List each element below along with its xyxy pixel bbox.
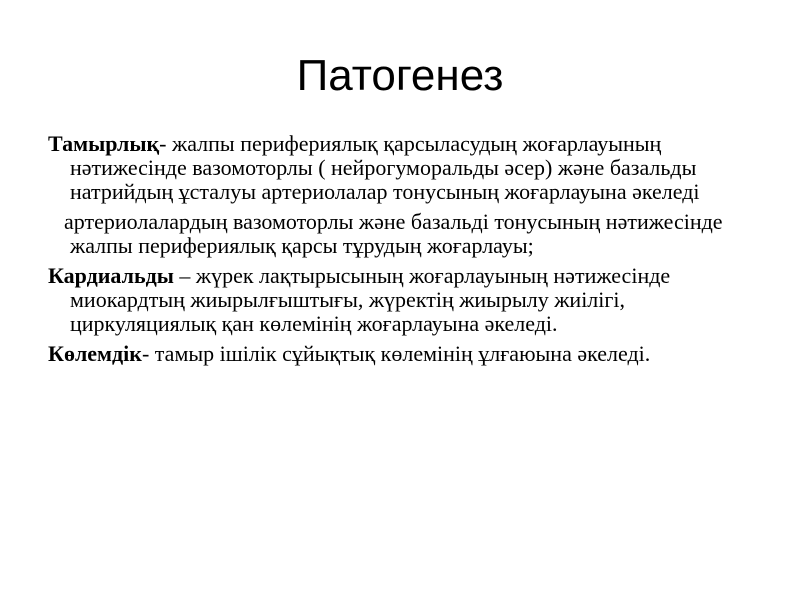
slide-title: Патогенез xyxy=(296,51,504,100)
term-cardiac: Кардиальды xyxy=(48,263,174,288)
paragraph-cardiac xyxy=(48,264,760,336)
paragraph-volume xyxy=(48,342,760,366)
slide-body xyxy=(48,132,760,372)
paragraph-arteriole xyxy=(48,210,760,258)
text-volume: - тамыр ішілік сұйықтық көлемінің ұлғаюына әкеледі. xyxy=(141,341,651,366)
text-cardiac: – жүрек лақтырысының жоғарлауының нәтижесінде миокардтың жиырылғыштығы, жүректің жиырылу жиілігі, циркуляциялық қан көлемінің жоғарлауына әкеледі. xyxy=(70,263,671,336)
term-vascular: Тамырлық xyxy=(48,131,160,156)
text-vascular: - жалпы перифериялық қарсыласудың жоғарлауының нәтижесінде вазомоторлы ( нейрогуморальды әсер) және базальды натрийдың ұсталуы артериолалар тонусының жоғарлауына әкеледі xyxy=(70,131,700,204)
term-volume: Көлемдік xyxy=(48,341,142,366)
paragraph-vascular xyxy=(48,132,760,204)
text-arteriole: артериолалардың вазомоторлы және базальді тонусының нәтижесінде жалпы перифериялық қарсы тұрудың жоғарлауы; xyxy=(64,209,723,258)
